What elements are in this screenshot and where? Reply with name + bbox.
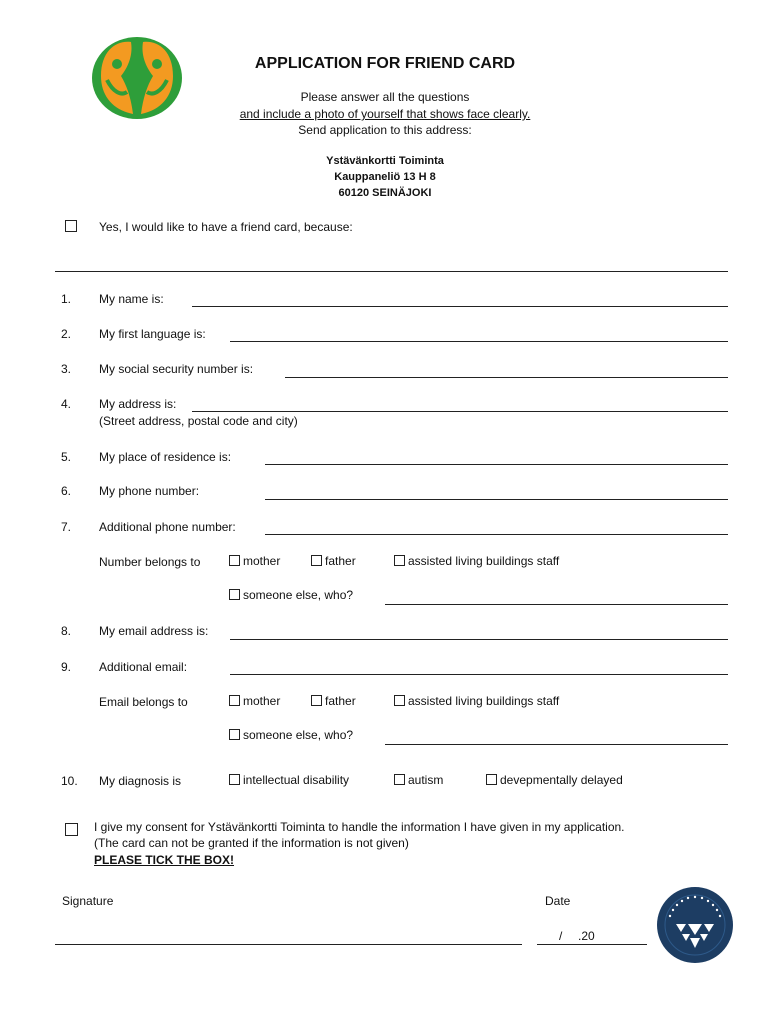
finnish-organization-badge <box>656 886 734 964</box>
diagnosis-option-autism[interactable]: autism <box>394 773 443 788</box>
signature-label: Signature <box>62 894 114 908</box>
q7-label: Additional phone number: <box>99 520 236 534</box>
email-option-someone-else[interactable]: someone else, who? <box>229 728 353 743</box>
additional-email-field[interactable] <box>230 674 728 675</box>
date-field[interactable] <box>537 944 647 945</box>
page-title: APPLICATION FOR FRIEND CARD <box>254 55 516 72</box>
diagnosis-option-developmental[interactable]: devepmentally delayed <box>486 773 623 788</box>
diagnosis-option-intellectual[interactable]: intellectual disability <box>229 773 349 788</box>
address-line-2: Kauppaneliö 13 H 8 <box>334 171 436 183</box>
consent-text: I give my consent for Ystävänkortti Toiminta to handle the information I have given in my application. <box>94 820 625 834</box>
phone-belongs-label: Number belongs to <box>99 555 201 569</box>
checkbox[interactable] <box>486 774 497 785</box>
q5-number: 5. <box>61 450 72 464</box>
email-someone-else-field[interactable] <box>385 744 728 745</box>
address-line-3: 60120 SEINÄJOKI <box>338 187 432 199</box>
checkbox[interactable] <box>229 729 240 740</box>
reason-line[interactable] <box>55 271 728 272</box>
q2-number: 2. <box>61 327 72 341</box>
checkbox[interactable] <box>311 555 322 566</box>
email-belongs-label: Email belongs to <box>99 695 188 709</box>
signature-field[interactable] <box>55 944 522 945</box>
consent-note: (The card can not be granted if the information is not given) <box>94 836 409 850</box>
q4-label: My address is: <box>99 397 177 411</box>
phone-someone-else-field[interactable] <box>385 604 728 605</box>
checkbox[interactable] <box>229 774 240 785</box>
q4-sublabel: (Street address, postal code and city) <box>99 414 298 428</box>
q7-number: 7. <box>61 520 72 534</box>
phone-option-father[interactable]: father <box>311 554 356 569</box>
q10-number: 10. <box>61 774 78 788</box>
checkbox[interactable] <box>394 555 405 566</box>
social-security-field[interactable] <box>285 377 728 378</box>
consent-tick-instruction: PLEASE TICK THE BOX! <box>94 853 235 867</box>
checkbox[interactable] <box>229 555 240 566</box>
q6-number: 6. <box>61 484 72 498</box>
first-language-field[interactable] <box>230 341 728 342</box>
q6-label: My phone number: <box>99 484 200 498</box>
email-option-father[interactable]: father <box>311 694 356 709</box>
checkbox[interactable] <box>311 695 322 706</box>
q8-number: 8. <box>61 624 72 638</box>
consent-checkbox[interactable] <box>65 823 78 836</box>
phone-option-mother[interactable]: mother <box>229 554 280 569</box>
q1-number: 1. <box>61 292 72 306</box>
q10-label: My diagnosis is <box>99 774 182 788</box>
email-option-staff[interactable]: assisted living buildings staff <box>394 694 559 709</box>
date-year: .20 <box>578 929 595 943</box>
q5-label: My place of residence is: <box>99 450 232 464</box>
checkbox[interactable] <box>394 695 405 706</box>
q3-number: 3. <box>61 362 72 376</box>
instruction-line-1: Please answer all the questions <box>300 90 470 104</box>
checkbox[interactable] <box>229 589 240 600</box>
phone-option-staff[interactable]: assisted living buildings staff <box>394 554 559 569</box>
phone-number-field[interactable] <box>265 499 728 500</box>
phone-option-someone-else[interactable]: someone else, who? <box>229 588 353 603</box>
friend-card-reason-label: Yes, I would like to have a friend card, because: <box>99 220 353 234</box>
q1-label: My name is: <box>99 292 164 306</box>
email-option-mother[interactable]: mother <box>229 694 280 709</box>
q4-number: 4. <box>61 397 72 411</box>
date-label: Date <box>545 894 571 908</box>
instruction-line-3: Send application to this address: <box>298 123 472 137</box>
q9-label: Additional email: <box>99 660 188 674</box>
checkbox[interactable] <box>229 695 240 706</box>
name-field[interactable] <box>192 306 728 307</box>
q9-number: 9. <box>61 660 72 674</box>
q3-label: My social security number is: <box>99 362 254 376</box>
place-of-residence-field[interactable] <box>265 464 728 465</box>
date-slash: / <box>559 929 563 943</box>
address-line-1: Ystävänkortti Toiminta <box>326 155 444 167</box>
instruction-line-2: and include a photo of yourself that shows face clearly. <box>239 107 531 121</box>
friend-card-checkbox[interactable] <box>65 220 77 232</box>
q2-label: My first language is: <box>99 327 206 341</box>
email-field[interactable] <box>230 639 728 640</box>
checkbox[interactable] <box>394 774 405 785</box>
additional-phone-field[interactable] <box>265 534 728 535</box>
q8-label: My email address is: <box>99 624 209 638</box>
address-field[interactable] <box>192 411 728 412</box>
